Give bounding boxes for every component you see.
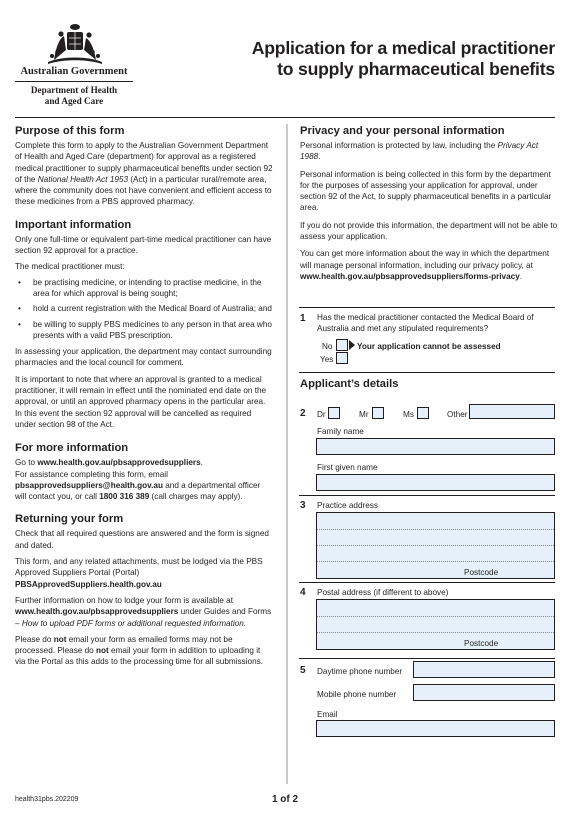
returning-text-3: Further information on how to lodge your form is available at www.health.gov.au/pbsapprovedsuppliers under Guides and Forms – How to upload PDF forms or additional requested information. [15, 595, 272, 628]
question-1-number: 1 [300, 313, 306, 324]
form-title-line-1: Application for a medical practitioner [251, 38, 555, 58]
more-info-heading: For more information [15, 442, 129, 455]
purpose-heading: Purpose of this form [15, 125, 125, 137]
privacy-section [300, 125, 558, 282]
practice-address-label: Practice address [317, 501, 378, 510]
title-dr-checkbox[interactable] [328, 407, 340, 419]
mobile-phone-label: Mobile phone number [317, 690, 397, 699]
q1-no-checkbox[interactable] [336, 339, 348, 351]
address-line-guide [317, 545, 554, 546]
applicant-heading: Applicant’s details [300, 378, 399, 390]
question-4-rule [299, 582, 555, 583]
title-mr-checkbox[interactable] [372, 407, 384, 419]
privacy-text-1: Personal information is protected by law, including the Privacy Act 1988. [300, 141, 539, 162]
important-text-1: Only one full-time or equivalent part-time medical practitioner can have section 92 approval for a practice. [15, 234, 272, 256]
form-title [225, 38, 555, 80]
list-item: • be willing to supply PBS medicines to any person in that area who presents with a valid PBS prescription. [15, 319, 273, 342]
privacy-text-4: You can get more information about the way in which the department will manage personal information, including our privacy policy, at www.health.gov.au/pbsapprovedsuppliers/forms-privacy. [300, 249, 550, 281]
question-2-number: 2 [300, 408, 306, 419]
important-heading: Important information [15, 218, 132, 231]
practice-postcode-label: Postcode [464, 568, 499, 577]
header-rule [15, 117, 555, 118]
privacy-heading: Privacy and your personal information [300, 125, 505, 137]
question-1-rule [299, 307, 555, 308]
question-3-rule [299, 495, 555, 496]
q1-yes-label: Yes [320, 355, 334, 364]
left-column [15, 125, 273, 668]
department-line-1: Department of Health [30, 85, 118, 95]
family-name-field[interactable] [316, 438, 555, 455]
important-text-3: In assessing your application, the department may contact surrounding pharmacies and the local council for comment. [15, 347, 272, 368]
department-name [15, 85, 133, 107]
address-line-guide [317, 529, 554, 530]
lodge-info-link[interactable]: www.health.gov.au/pbsapprovedsuppliers [15, 607, 179, 617]
returning-text-4: Please do not email your form as emailed forms may not be processed. Please do not email your form in addition to uploading it via the Portal as this adds to the processing time for all submissions. [15, 634, 264, 667]
mobile-phone-field[interactable] [413, 684, 555, 701]
header-logo-divider [15, 81, 133, 82]
form-title-line-2: to supply pharmaceutical benefits [277, 59, 555, 79]
first-given-name-label: First given name [317, 463, 378, 472]
department-line-2: and Aged Care [44, 96, 104, 106]
address-line-guide [317, 616, 554, 617]
q1-yes-checkbox[interactable] [336, 352, 348, 364]
title-mr-label: Mr [359, 410, 369, 419]
question-3-number: 3 [300, 500, 306, 511]
question-4-number: 4 [300, 587, 306, 598]
privacy-text-2: Personal information is being collected in this form by the department for the purposes of assessing your application for approval, under section 92 of the Act, to supply pharmaceutical benefits in a particular area. [300, 169, 552, 213]
arrow-right-icon [349, 340, 355, 350]
family-name-label: Family name [317, 427, 364, 436]
question-5-number: 5 [300, 665, 306, 676]
important-text-2: The medical practitioner must: [15, 262, 125, 272]
applicant-rule [299, 372, 555, 373]
returning-text-2: This form, and any related attachments, must be lodged via the PBS Approved Suppliers Portal (Portal) PBSApprovedSuppliers.health.gov.au [15, 557, 263, 589]
postal-address-label: Postal address (if different to above) [317, 588, 449, 597]
important-text-4: It is important to note that where an approval is granted to a medical practitioner, it will remain in effect until the nominated end date on the approval, or until an approved pharmacy opens in the particular area. In this event the section 92 approval will be cancelled as required under section 98 of the Act. [15, 374, 267, 429]
practice-address-field[interactable] [316, 512, 555, 579]
column-divider [286, 124, 288, 784]
returning-text-1: Check that all required questions are answered and the form is signed and dated. [15, 529, 269, 550]
daytime-phone-label: Daytime phone number [317, 667, 403, 676]
purpose-text: Complete this form to apply to the Australian Government Department of Health and Aged Care (department) for approval as a registered medical practitioner to supply pharmaceutical benefits under section 92 of the National Health Act 1953 (Act) in a particular rural/remote area, where the community does not have convenient and efficient access to these medicines from a PBS approved pharmacy. [15, 141, 273, 207]
more-info-text: Go to www.health.gov.au/pbsapprovedsuppliers. For assistance completing this form, email pbsapprovedsuppliers@health.gov.au and a departmental officer will contact you, or call 1800 316 389 (call charges may apply). [15, 458, 261, 502]
email-field[interactable] [316, 720, 555, 737]
government-name: Australian Government [20, 66, 128, 77]
coat-of-arms-logo [44, 22, 106, 66]
page-number: 1 of 2 [271, 794, 299, 805]
address-line-guide [317, 561, 554, 562]
form-code: health31pbs.202209 [15, 796, 79, 803]
postal-address-field[interactable] [316, 599, 555, 650]
privacy-text-3: If you do not provide this information, the department will not be able to assess your application. [300, 220, 558, 242]
question-1-text: Has the medical practitioner contacted the Medical Board of Australia and met any stipulated requirements? [317, 313, 534, 334]
first-given-name-field[interactable] [316, 474, 555, 491]
title-dr-label: Dr [317, 410, 326, 419]
returning-heading: Returning your form [15, 513, 124, 526]
email-label: Email [317, 710, 338, 719]
portal-link[interactable]: PBSApprovedSuppliers.health.gov.au [15, 579, 162, 589]
privacy-url-link[interactable]: www.health.gov.au/pbsapprovedsuppliers/forms-privacy [300, 271, 520, 281]
requirements-list [15, 277, 273, 341]
list-item: • hold a current registration with the Medical Board of Australia; and [15, 303, 273, 314]
title-other-label: Other [447, 410, 468, 419]
postal-postcode-label: Postcode [464, 639, 499, 648]
question-5-rule [299, 658, 555, 659]
title-ms-label: Ms [403, 410, 414, 419]
address-line-guide [317, 632, 554, 633]
title-other-field[interactable] [469, 404, 555, 419]
daytime-phone-field[interactable] [413, 661, 555, 678]
contact-email-link[interactable]: pbsapprovedsuppliers@health.gov.au [15, 480, 163, 490]
list-item: • be practising medicine, or intending to practise medicine, in the area for which approval is being sought; [15, 277, 273, 300]
q1-no-label: No [322, 342, 333, 351]
q1-no-note: Your application cannot be assessed [357, 342, 501, 351]
title-ms-checkbox[interactable] [417, 407, 429, 419]
info-url-link[interactable]: www.health.gov.au/pbsapprovedsuppliers [37, 458, 201, 468]
